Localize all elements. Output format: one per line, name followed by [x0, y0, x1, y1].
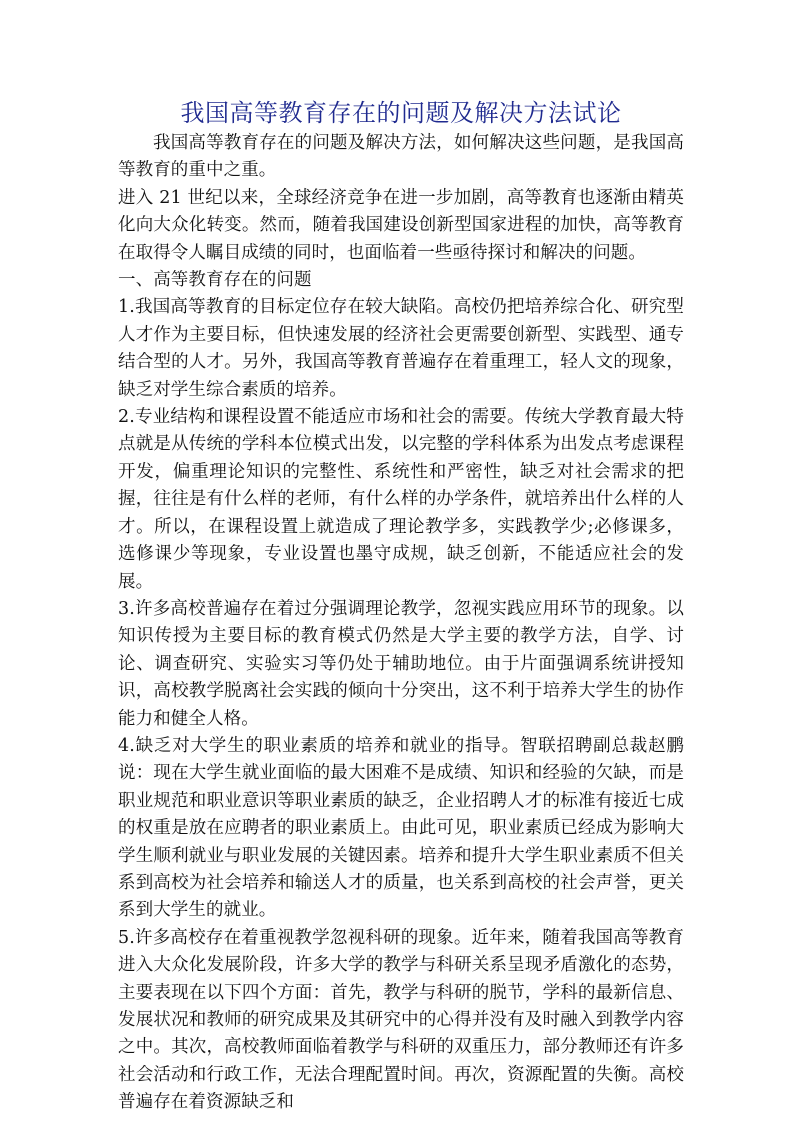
problem-2-paragraph: 2.专业结构和课程设置不能适应市场和社会的需要。传统大学教育最大特点就是从传统的学科本位模式出发，以完整的学科体系为出发点考虑课程开发，偏重理论知识的完整性、系统性和严密性，缺乏对社会需求的把握，往往是有什么样的老师，有什么样的办学条件，就培养出什么样的人才。所以，在课程设置上就造成了理论教学多，实践教学少;必修课多，选修课少等现象，专业设置也墨守成规，缺乏创新，不能适应社会的发展。: [118, 407, 684, 592]
document-page: [118, 96, 684, 1117]
problem-1-paragraph: 1.我国高等教育的目标定位存在较大缺陷。高校仍把培养综合化、研究型人才作为主要目标，但快速发展的经济社会更需要创新型、实践型、通专结合型的人才。另外，我国高等教育普遍存在着重理工，轻人文的现象，缺乏对学生综合素质的培养。: [118, 297, 684, 400]
section-heading: 一、高等教育存在的问题: [118, 270, 312, 291]
document-title: 我国高等教育存在的问题及解决方法试论: [180, 99, 622, 127]
problem-3-paragraph: 3.许多高校普遍存在着过分强调理论教学，忽视实践应用环节的现象。以知识传授为主要目标的教育模式仍然是大学主要的教学方法，自学、讨论、调查研究、实验实习等仍处于辅助地位。由于片面强调系统讲授知识，高校教学脱离社会实践的倾向十分突出，这不利于培养大学生的协作能力和健全人格。: [118, 598, 684, 729]
intro-paragraph: 我国高等教育存在的问题及解决方法，如何解决这些问题，是我国高等教育的重中之重。: [118, 133, 684, 181]
problem-5-paragraph: 5.许多高校存在着重视教学忽视科研的现象。近年来，随着我国高等教育进入大众化发展阶段，许多大学的教学与科研关系呈现矛盾激化的态势，主要表现在以下四个方面：首先，教学与科研的脱节，学科的最新信息、发展状况和教师的研究成果及其研究中的心得并没有及时融入到教学内容之中。其次，高校教师面临着教学与科研的双重压力，部分教师还有许多社会活动和行政工作，无法合理配置时间。再次，资源配置的失衡。高校普遍存在着资源缺乏和: [118, 927, 684, 1113]
problem-4-paragraph: 4.缺乏对大学生的职业素质的培养和就业的指导。智联招聘副总裁赵鹏说：现在大学生就业面临的最大困难不是成绩、知识和经验的欠缺，而是职业规范和职业意识等职业素质的缺乏，企业招聘人才的标准有接近七成的权重是放在应聘者的职业素质上。由此可见，职业素质已经成为影响大学生顺利就业与职业发展的关键因素。培养和提升大学生职业素质不但关系到高校为社会培养和输送人才的质量，也关系到高校的社会声誉，更关系到大学生的就业。: [118, 735, 684, 921]
background-paragraph: 进入 21 世纪以来，全球经济竞争在进一步加剧，高等教育也逐渐由精英化向大众化转变。然而，随着我国建设创新型国家进程的加快，高等教育在取得令人瞩目成绩的同时，也面临着一些亟待探讨和解决的问题。: [118, 187, 684, 263]
